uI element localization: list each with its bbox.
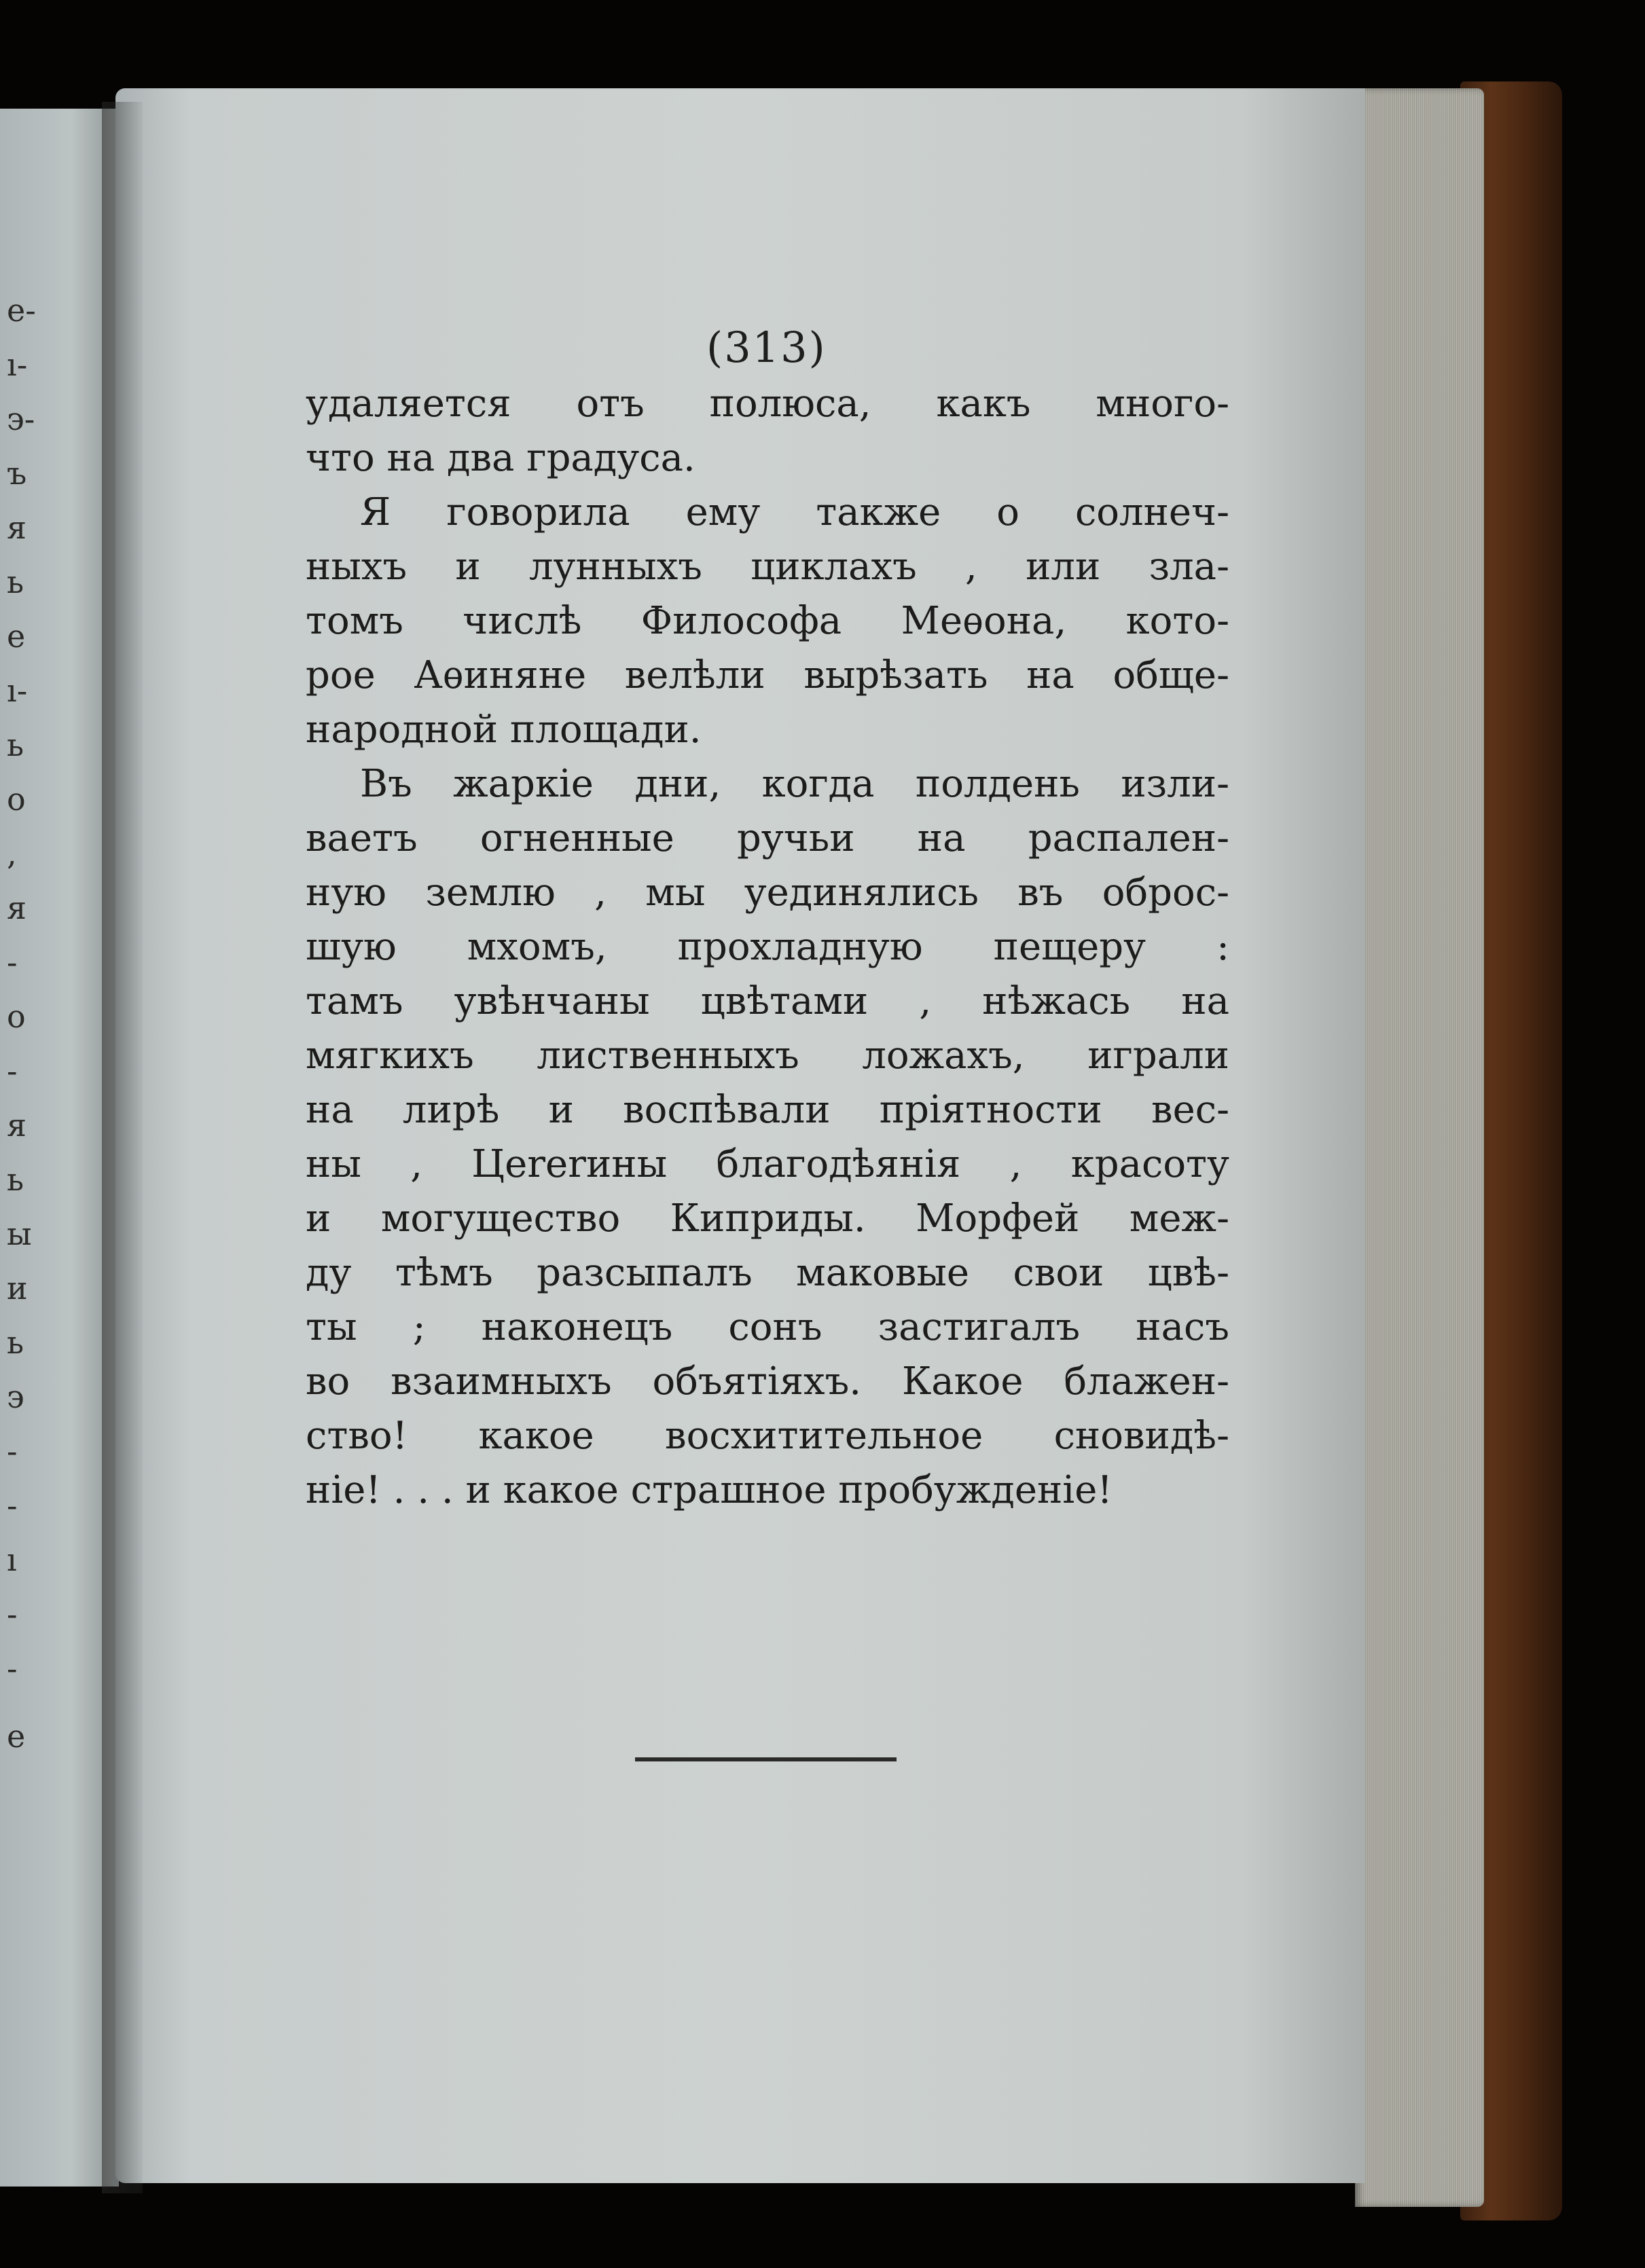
left-page-fragment: - [7,944,18,981]
text-line: народной площади. [306,708,702,752]
text-line: ны , Цererины благодѣянія , красоту [306,1142,1229,1186]
left-page-fragment: ь [7,564,24,600]
left-page-fragment: я [7,509,27,546]
left-page-fragment: и [7,1270,28,1306]
left-page-fragment: ь [7,1161,24,1198]
body-text [306,377,1229,1518]
page-stack-edge [1355,88,1484,2207]
left-page-fragment: о [7,998,26,1035]
left-page-fragment: ь [7,727,24,763]
left-page-fragment: ы [7,1215,32,1252]
left-page-fragment: ъ [7,455,27,492]
text-line: ніе! . . . и какое страшное пробужденіе! [306,1468,1113,1512]
left-page-fragment: э- [7,401,35,437]
text-line: что на два градуса. [306,436,695,480]
left-page-fragment: ı- [7,672,28,709]
left-page-fragment: е [7,618,26,655]
left-page-fragment: ı [7,1541,17,1578]
right-page [115,88,1365,2183]
left-page-fragment: ı- [7,346,28,383]
text-line: мягкихъ лиственныхъ ложахъ, играли [306,1034,1229,1078]
text-line: во взаимныхъ объятіяхъ. Какое блажен- [306,1359,1229,1404]
left-page-fragment: я [7,890,27,926]
left-facing-page [0,109,119,2187]
left-page-fragment: - [7,1487,18,1524]
left-page-fragment: - [7,1596,18,1632]
text-line: удаляется отъ полюса, какъ много- [306,382,1229,426]
page-number: (313) [706,323,827,372]
text-line: рое Аѳиняне велѣли вырѣзать на обще- [306,653,1229,697]
left-page-fragment: о [7,781,26,818]
left-page-fragment: , [7,835,17,872]
text-line: ство! какое восхитительное сновидѣ- [306,1414,1229,1458]
text-line: Я говорила ему также о солнеч- [360,490,1229,534]
text-line: ваетъ огненные ручьи на распален- [306,816,1229,860]
section-rule [635,1757,897,1761]
left-page-fragment: ь [7,1324,24,1361]
left-page-fragment: е [7,1718,26,1755]
gutter-shadow [102,102,143,2193]
text-line: и могущество Киприды. Морфей меж- [306,1196,1229,1241]
left-page-fragment: э [7,1378,24,1415]
text-line: Въ жаркіе дни, когда полдень изли- [360,762,1229,806]
text-line: ную землю , мы уединялись въ оброс- [306,871,1229,915]
left-page-fragment: я [7,1107,27,1144]
text-line: ду тѣмъ разсыпалъ маковые свои цвѣ- [306,1251,1229,1295]
text-line: ты ; наконецъ сонъ застигалъ насъ [306,1305,1229,1349]
text-line: тамъ увѣнчаны цвѣтами , нѣжась на [306,979,1229,1023]
text-line: шую мхомъ, прохладную пещеру : [306,925,1229,969]
left-page-fragment: - [7,1650,18,1687]
text-line: ныхъ и лунныхъ циклахъ , или зла- [306,545,1229,589]
left-page-fragment: - [7,1433,18,1469]
left-page-fragment: е- [7,292,36,329]
left-page-fragment: - [7,1053,18,1089]
text-line: на лирѣ и воспѣвали пріятности вес- [306,1088,1229,1132]
text-line: томъ числѣ Философа Меѳона, кото- [306,599,1229,643]
